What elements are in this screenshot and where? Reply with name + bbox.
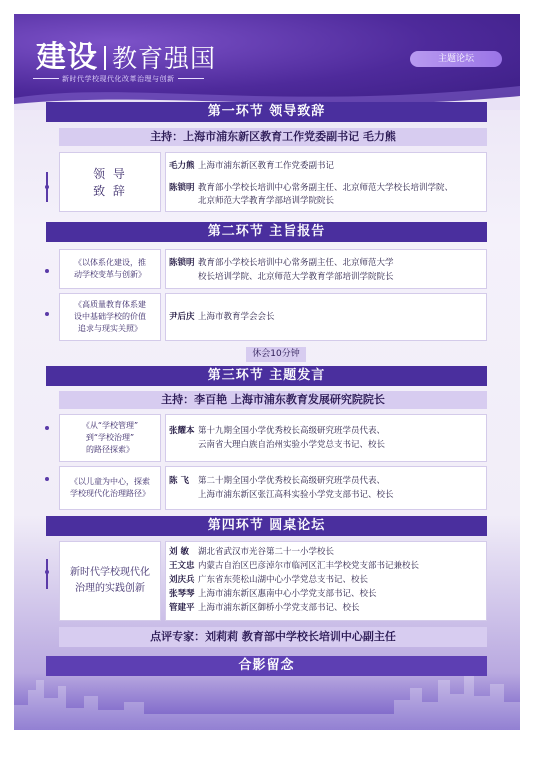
timeline-line xyxy=(46,559,48,589)
page-subtitle: 新时代学校现代化改革治理与创新 xyxy=(30,74,207,84)
panelist-desc: 内蒙古自治区巴彦淖尔市临河区汇丰学校党支部书记兼校长 xyxy=(198,561,420,571)
break-notice: 休会10分钟 xyxy=(246,347,306,362)
session2-body1 xyxy=(165,249,487,289)
session3-topic1: 《从“学校管理” 到“学校治理” 的路径探索》 xyxy=(59,414,161,462)
panelist-desc: 上海市浦东新区惠南中心小学党支部书记、校长 xyxy=(198,589,377,599)
speaker-desc: 校长培训学院、北京师范大学教育学部培训学院院长 xyxy=(198,272,394,282)
timeline-dot xyxy=(45,185,49,189)
panelist-name: 刘庆兵 xyxy=(169,575,195,585)
speaker-desc: 第二十期全国小学优秀校长高级研究班学员代表、 xyxy=(198,476,386,486)
closing-title: 合影留念 xyxy=(46,656,487,676)
session3-topic2: 《以儿童为中心，探索 学校现代化治理路径》 xyxy=(59,466,161,510)
session2-title: 第二环节 主旨报告 xyxy=(46,222,487,242)
speaker-name: 陈锁明 xyxy=(169,183,195,193)
panelist-name: 管建平 xyxy=(169,603,195,613)
speaker-desc: 上海市教育学会会长 xyxy=(198,312,275,322)
speaker-name: 尹后庆 xyxy=(169,312,195,322)
session1-title: 第一环节 领导致辞 xyxy=(46,102,487,122)
speaker-name: 毛力熊 xyxy=(169,161,195,171)
speaker-desc: 云南省大理白族自治州实验小学党总支书记、校长 xyxy=(198,440,386,450)
poster xyxy=(14,14,520,730)
panelist-desc: 上海市浦东新区御桥小学党支部书记、校长 xyxy=(198,603,360,613)
panelist-name: 王文忠 xyxy=(169,561,195,571)
speaker-desc: 第十九期全国小学优秀校长高级研究班学员代表、 xyxy=(198,426,386,436)
timeline-dot xyxy=(45,570,49,574)
session2-topic1: 《以体系化建设，推 动学校变革与创新》 xyxy=(59,249,161,289)
reviewer: 点评专家：刘莉莉 教育部中学校长培训中心副主任 xyxy=(59,627,487,647)
session1-host: 主持：上海市浦东新区教育工作党委副书记 毛力熊 xyxy=(59,128,487,146)
speaker-name: 陈 飞 xyxy=(169,476,189,486)
session1-label: 领 导 致 辞 xyxy=(59,152,161,212)
speaker-desc: 北京师范大学教育学部培训学院院长 xyxy=(198,196,335,206)
forum-tag: 主题论坛 xyxy=(410,51,502,67)
timeline-dot xyxy=(45,312,49,316)
panelist-name: 张琴琴 xyxy=(169,589,195,599)
speaker-desc: 教育部小学校长培训中心常务副主任、北京师范大学校长培训学院、 xyxy=(198,183,454,193)
session4-label: 新时代学校现代化 治理的实践创新 xyxy=(59,541,161,621)
session3-title: 第三环节 主题发言 xyxy=(46,366,487,386)
page-title: 建设 教育强国 xyxy=(36,40,217,75)
timeline-dot xyxy=(45,477,49,481)
speaker-name: 张耀本 xyxy=(169,426,195,436)
speaker-desc: 上海市浦东新区张江高科实验小学党支部书记、校长 xyxy=(198,490,394,500)
session2-topic2: 《高质量教育体系建 设中基础学校的价值 追求与现实关照》 xyxy=(59,293,161,341)
timeline-dot xyxy=(45,269,49,273)
panelist-desc: 湖北省武汉市光谷第二十一小学校长 xyxy=(198,547,335,557)
panelist-name: 刘 敏 xyxy=(169,547,189,557)
speaker-desc: 上海市浦东新区教育工作党委副书记 xyxy=(198,161,335,171)
session4-title: 第四环节 圆桌论坛 xyxy=(46,516,487,536)
session3-host: 主持：李百艳 上海市浦东教育发展研究院院长 xyxy=(59,391,487,409)
speaker-name: 陈锁明 xyxy=(169,258,195,268)
speaker-desc: 教育部小学校长培训中心常务副主任、北京师范大学 xyxy=(198,258,394,268)
header-banner xyxy=(14,14,520,106)
panelist-desc: 广东省东莞松山湖中心小学党总支书记、校长 xyxy=(198,575,369,585)
timeline-dot xyxy=(45,426,49,430)
